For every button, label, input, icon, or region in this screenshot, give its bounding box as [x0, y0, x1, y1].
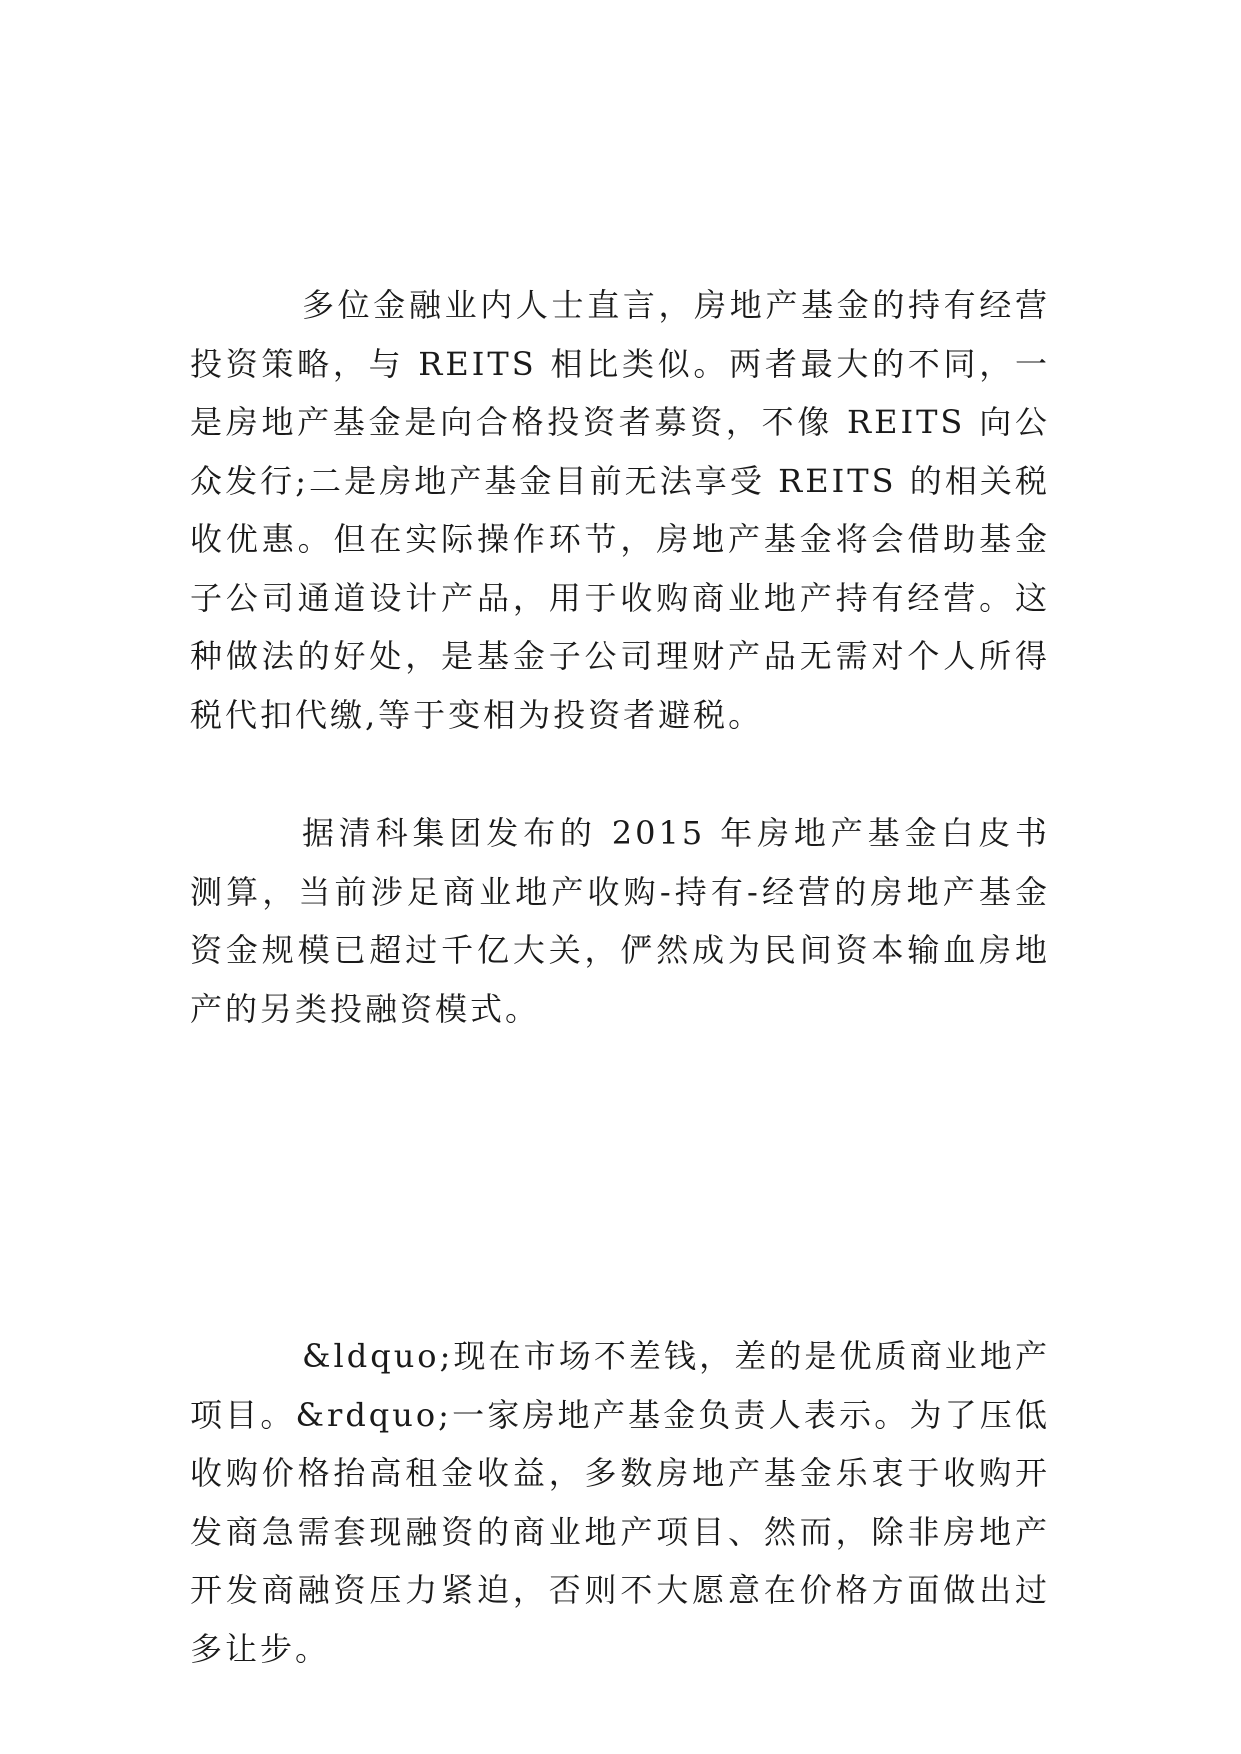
- paragraph-2: 据清科集团发布的 2015 年房地产基金白皮书测算，当前涉足商业地产收购-持有-经营的房地产基金资金规模已超过千亿大关，俨然成为民间资本输血房地产的另类投融资模式。: [190, 814, 1050, 1028]
- paragraph-1: 多位金融业内人士直言，房地产基金的持有经营投资策略，与 REITS 相比类似。两者最大的不同，一是房地产基金是向合格投资者募资，不像 REITS 向公众发行;二是房地产基金目前无法享受 REITS 的相关税收优惠。但在实际操作环节，房地产基金将会借助基金子公司通道设计产品，用于收购商业地产持有经营。这种做法的好处，是基金子公司理财产品无需对个人所得税代扣代缴,等于变相为投资者避税。: [190, 286, 1050, 734]
- paragraph-3: &ldquo;现在市场不差钱，差的是优质商业地产项目。&rdquo;一家房地产基金负责人表示。为了压低收购价格抬高租金收益，多数房地产基金乐衷于收购开发商急需套现融资的商业地产项目、然而，除非房地产开发商融资压力紧迫，否则不大愿意在价格方面做出过多让步。: [190, 1337, 1050, 1668]
